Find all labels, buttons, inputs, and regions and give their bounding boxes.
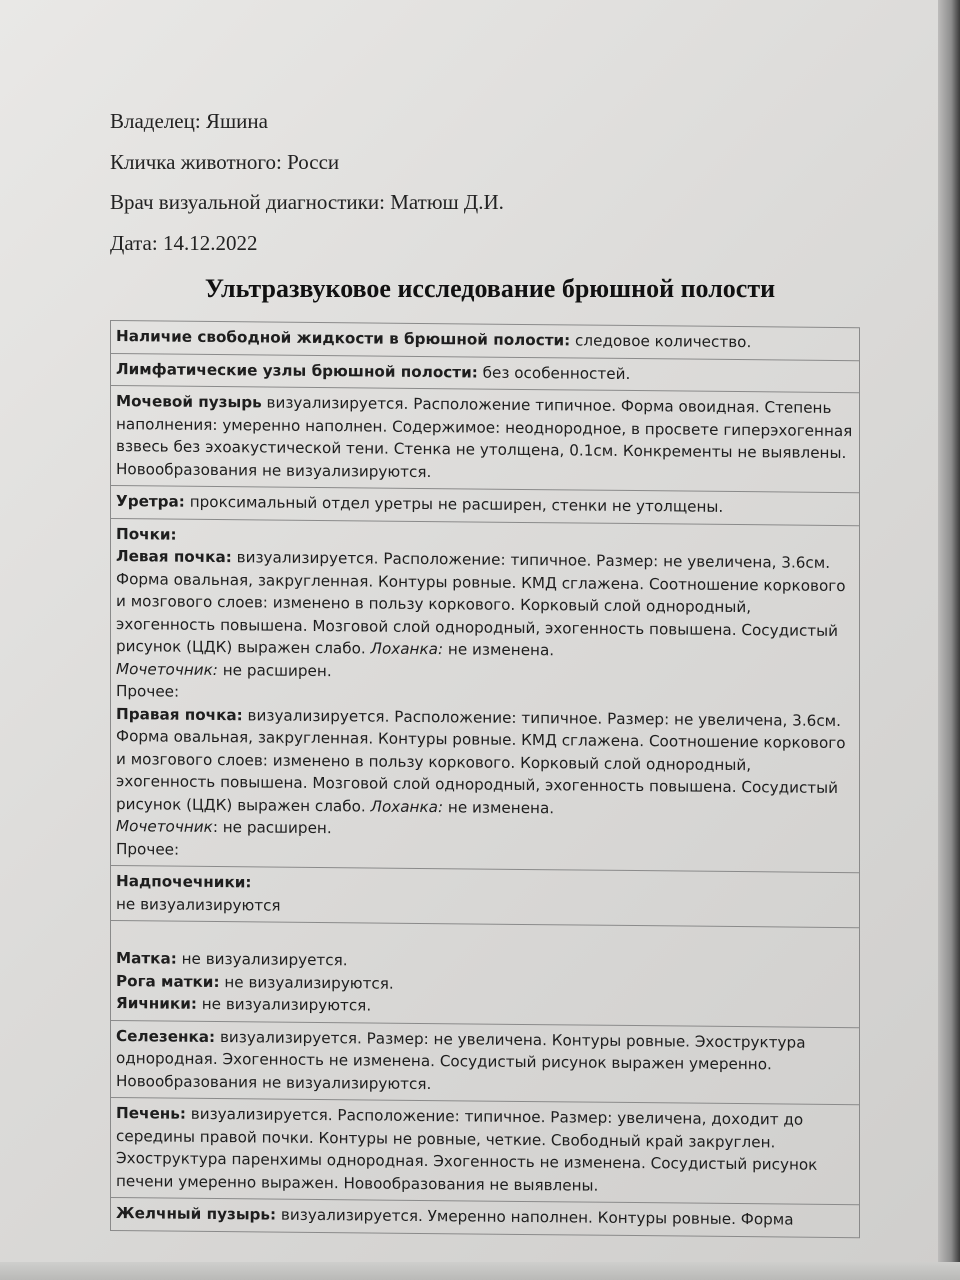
gallbladder-text: визуализируется. Умеренно наполнен. Контуры ровные. Форма [276, 1205, 794, 1229]
left-other: Прочее: [116, 682, 180, 701]
pet-name-line: Кличка животного: Росси [110, 149, 340, 174]
row-kidneys [111, 519, 859, 874]
monitor-bezel [938, 0, 960, 1280]
row-bladder [111, 386, 859, 493]
uterus-label: Матка: [116, 949, 177, 968]
ovaries-text: не визуализируются. [196, 994, 372, 1015]
horns-text: не визуализируются. [219, 972, 394, 993]
report-title: Ультразвуковое исследование брюшной полости [204, 274, 776, 303]
left-ureter-label: Мочеточник: [116, 659, 218, 679]
free-fluid-text: следовое количество. [570, 331, 752, 352]
findings-table-wrap [110, 320, 870, 1238]
horns-label: Рога матки: [116, 971, 220, 991]
right-pelvis-text: не изменена. [443, 797, 555, 817]
date-line: Дата: 14.12.2022 [110, 230, 258, 255]
spleen-label: Селезенка: [116, 1026, 216, 1046]
lymph-text: без особенностей. [477, 363, 631, 383]
left-pelvis-label: Лоханка: [370, 639, 444, 659]
urethra-text: проксимальный отдел уретры не расширен, стенки не утолщены. [184, 492, 724, 516]
adrenals-label: Надпочечники: [116, 872, 252, 892]
doctor-line: Врач визуальной диагностики: Матюш Д.И. [110, 190, 504, 214]
liver-text: визуализируется. Расположение: типичное. Размер: увеличена, доходит до середины правой почки. Контуры не ровные, четкие. Свободный край закруглен. Эхоструктура паренхимы однородная. Эхогенность не изменена. Сосудистый рисунок печени умеренно выражен. Новообразования не выявлены. [116, 1104, 818, 1195]
left-pelvis-text: не изменена. [443, 640, 555, 660]
report-header [110, 106, 504, 268]
left-kidney [116, 545, 854, 687]
monitor-bottom-edge [0, 1262, 960, 1280]
gallbladder-label: Желчный пузырь: [116, 1204, 277, 1224]
right-ureter-text: : не расширен. [212, 817, 332, 838]
uterus-text: не визуализируется. [176, 949, 348, 970]
right-kidney-label: Правая почка: [116, 704, 243, 724]
bladder-text: визуализируется. Расположение типичное. Форма овоидная. Степень наполнения: умеренно наполнен. Содержимое: неоднородное, в просвете гиперэхогенная взвесь без эхоакустической тени. Стенка не утолщена, 0.1см. Конкременты не выявлены. Новообразования не визуализируются. [116, 393, 853, 481]
right-kidney [116, 703, 854, 845]
urethra-label: Уретра: [116, 492, 185, 511]
lymph-label: Лимфатические узлы брюшной полости: [116, 359, 478, 382]
kidneys-label: Почки: [116, 524, 177, 544]
row-reproductive [111, 921, 859, 1028]
adrenals-text: не визуализируются [116, 894, 281, 915]
spleen-text: визуализируется. Размер: не увеличена. Контуры ровные. Эхоструктура однородная. Эхогенность не изменена. Сосудистый рисунок выражен умеренно. Новообразования не визуализируются. [116, 1027, 806, 1093]
bladder-label: Мочевой пузырь [116, 392, 262, 412]
right-pelvis-label: Лоханка: [370, 797, 444, 816]
row-spleen [111, 1021, 859, 1106]
liver-label: Печень: [116, 1104, 186, 1123]
left-kidney-text: визуализируется. Расположение: типичное. Размер: не увеличена, 3.6см. Форма овальная, закругленная. Контуры ровные. КМД сглажена. Соотношение коркового и мозгового слоев: изменено в пользу коркового. Корковый слой однородный, эхогенность повышена. Мозговой слой однородный, эхогенность повышена. Сосудистый рисунок (ЦДК) выражен слабо. [116, 548, 846, 658]
left-ureter-text: не расширен. [217, 660, 332, 680]
owner-line: Владелец: Яшина [110, 109, 268, 133]
row-liver [111, 1098, 859, 1205]
findings-table [110, 320, 860, 1238]
free-fluid-label: Наличие свободной жидкости в брюшной полости: [116, 327, 571, 350]
right-kidney-text: визуализируется. Расположение: типичное. Размер: не увеличена, 3.6см. Форма овальная, закругленная. Контуры ровные. КМД сглажена. Соотношение коркового и мозгового слоев: изменено в пользу коркового. Корковый слой однородный, эхогенность повышена. Мозговой слой однородный, эхогенность повышена. Сосудистый рисунок (ЦДК) выражен слабо. [116, 705, 846, 816]
ovaries-label: Яичники: [116, 994, 197, 1013]
left-kidney-label: Левая почка: [116, 547, 232, 567]
row-adrenals [111, 866, 859, 928]
right-ureter-label: Мочеточник [116, 817, 213, 836]
right-other: Прочее: [116, 839, 180, 859]
row-gallbladder [111, 1198, 859, 1237]
